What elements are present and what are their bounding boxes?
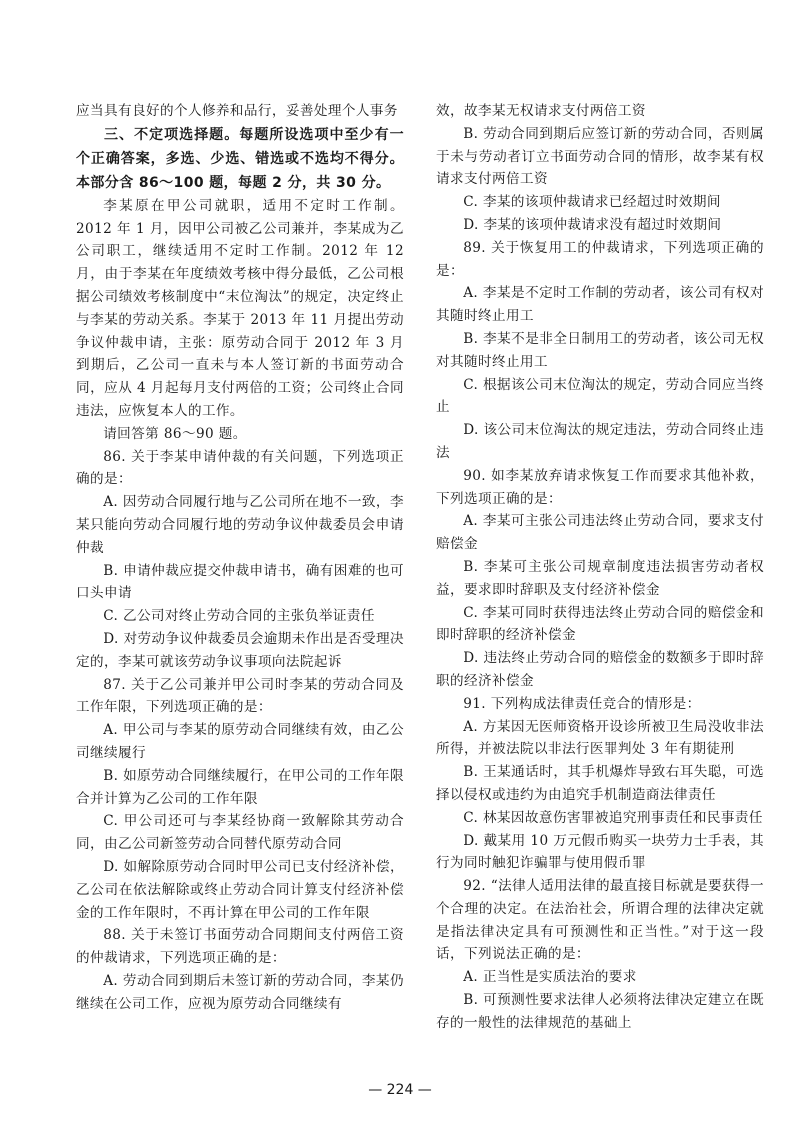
q89-option-b: B. 李某不是非全日制用工的劳动者，该公司无权对其随时终止用工 (436, 330, 764, 370)
q92-option-b: B. 可预测性要求法律人必须将法律决定建立在既存的一般性的法律规范的基础上 (436, 992, 764, 1031)
q90-option-c: C. 李某可同时获得违法终止劳动合同的赔偿金和即时辞职的经济补偿金 (436, 604, 764, 644)
q92-option-a: A. 正当性是实质法治的要求 (463, 969, 637, 986)
q89-stem: 89. 关于恢复用工的仲裁请求，下列选项正确的是： (436, 239, 764, 279)
q86-option-a: A. 因劳动合同履行地与乙公司所在地不一致，李某只能向劳动合同履行地的劳动争议仲裁委员会申请仲裁 (76, 494, 404, 556)
left-column (76, 100, 404, 1015)
q88-option-c: C. 李某的该项仲裁请求已经超过时效期间 (463, 194, 721, 211)
q91-option-d: D. 戴某用 10 万元假币购买一块劳力士手表，其行为同时触犯诈骗罪与使用假币罪 (436, 832, 764, 872)
q87-option-c: C. 甲公司还可与李某经协商一致解除其劳动合同，由乙公司新签劳动合同替代原劳动合同 (76, 813, 404, 853)
intro-continuation: 应当具有良好的个人修养和品行，妥善处理个人事务 (76, 103, 398, 119)
q91-option-b: B. 王某通话时，其手机爆炸导致右耳失聪，可选择以侵权或违约为由追究手机制造商法律责任 (436, 764, 764, 803)
instruction: 请回答第 86～90 题。 (103, 425, 247, 442)
q87-option-d: D. 如解除原劳动合同时甲公司已支付经济补偿，乙公司在依法解除或终止劳动合同计算支付经济补偿金的工作年限时，不再计算在甲公司的工作年限 (76, 858, 404, 921)
q86-option-c: C. 乙公司对终止劳动合同的主张负举证责任 (103, 608, 375, 625)
q91-option-a: A. 方某因无医师资格开设诊所被卫生局没收非法所得，并被法院以非法行医罪判处 3 年有期徒刑 (436, 718, 764, 758)
right-column (436, 100, 764, 1035)
q90-option-a: A. 李某可主张公司违法终止劳动合同，要求支付赔偿金 (436, 513, 764, 553)
q86-stem: 86. 关于李某申请仲裁的有关问题，下列选项正确的是： (76, 448, 404, 488)
case-text: 李某原在甲公司就职，适用不定时工作制。2012 年 1 月，因甲公司被乙公司兼并，李某成为乙公司职工，继续适用不定时工作制。2012 年 12 月，由于李某在年度绩效考核中得分最低，乙公司根据公司绩效考核制度中“末位淘汰”的规定，决定终止与李某的劳动关系。李某于 2013 年 11 月提出劳动争议仲裁申请，主张：原劳动合同于 2012 年 3 月到期后，乙公司一直未与本人签订新的书面劳动合同，应从 4 月起每月支付两倍的工资；公司终止合同违法，应恢复本人的工作。 (76, 197, 404, 419)
q90-option-d: D. 违法终止劳动合同的赔偿金的数额多于即时辞职的经济补偿金 (436, 650, 764, 689)
section-header: 三、不定项选择题。每题所设选项中至少有一个正确答案，多选、少选、错选或不选均不得分。本部分含 86～100 题，每题 2 分，共 30 分。 (76, 126, 404, 191)
page-number: — 224 — (368, 1082, 432, 1098)
q89-option-d: D. 该公司末位淘汰的规定违法，劳动合同终止违法 (436, 422, 764, 461)
q86-option-b: B. 申请仲裁应提交仲裁申请书，确有困难的也可口头申请 (76, 562, 404, 602)
q87-option-b: B. 如原劳动合同继续履行，在甲公司的工作年限合并计算为乙公司的工作年限 (76, 767, 404, 807)
q88-option-b: B. 劳动合同到期后应签订新的劳动合同，否则属于未与劳动者订立书面劳动合同的情形，故李某有权请求支付两倍工资 (436, 125, 764, 188)
q90-stem: 90. 如李某放弃请求恢复工作而要求其他补救，下列选项正确的是： (436, 467, 764, 507)
q89-option-a: A. 李某是不定时工作制的劳动者，该公司有权对其随时终止用工 (436, 285, 764, 325)
q89-option-c: C. 根据该公司末位淘汰的规定，劳动合同应当终止 (436, 376, 764, 416)
q91-stem: 91. 下列构成法律责任竞合的情形是： (463, 695, 701, 712)
q87-stem: 87. 关于乙公司兼并甲公司时李某的劳动合同及工作年限，下列选项正确的是： (76, 676, 404, 716)
q88-stem: 88. 关于未签订书面劳动合同期间支付两倍工资的仲裁请求，下列选项正确的是： (76, 927, 404, 967)
q86-option-d: D. 对劳动争议仲裁委员会逾期未作出是否受理决定的，李某可就该劳动争议事项向法院起诉 (76, 630, 404, 670)
q92-stem: 92. “法律人适用法律的最直接目标就是要获得一个合理的决定。在法治社会，所谓合理的法律决定就是指法律决定具有可预测性和正当性。”对于这一段话，下列说法正确的是： (436, 878, 764, 963)
q88-option-a-end: 效，故李某无权请求支付两倍工资 (436, 103, 646, 119)
q87-option-a: A. 甲公司与李某的原劳动合同继续有效，由乙公司继续履行 (76, 722, 404, 761)
q88-option-a: A. 劳动合同到期后未签订新的劳动合同，李某仍继续在公司工作，应视为原劳动合同继续有 (76, 972, 404, 1012)
q88-option-d: D. 李某的该项仲裁请求没有超过时效期间 (463, 216, 722, 233)
q91-option-c: C. 林某因故意伤害罪被追究刑事责任和民事责任 (463, 809, 763, 826)
q90-option-b: B. 李某可主张公司规章制度违法损害劳动者权益，要求即时辞职及支付经济补偿金 (436, 558, 764, 598)
